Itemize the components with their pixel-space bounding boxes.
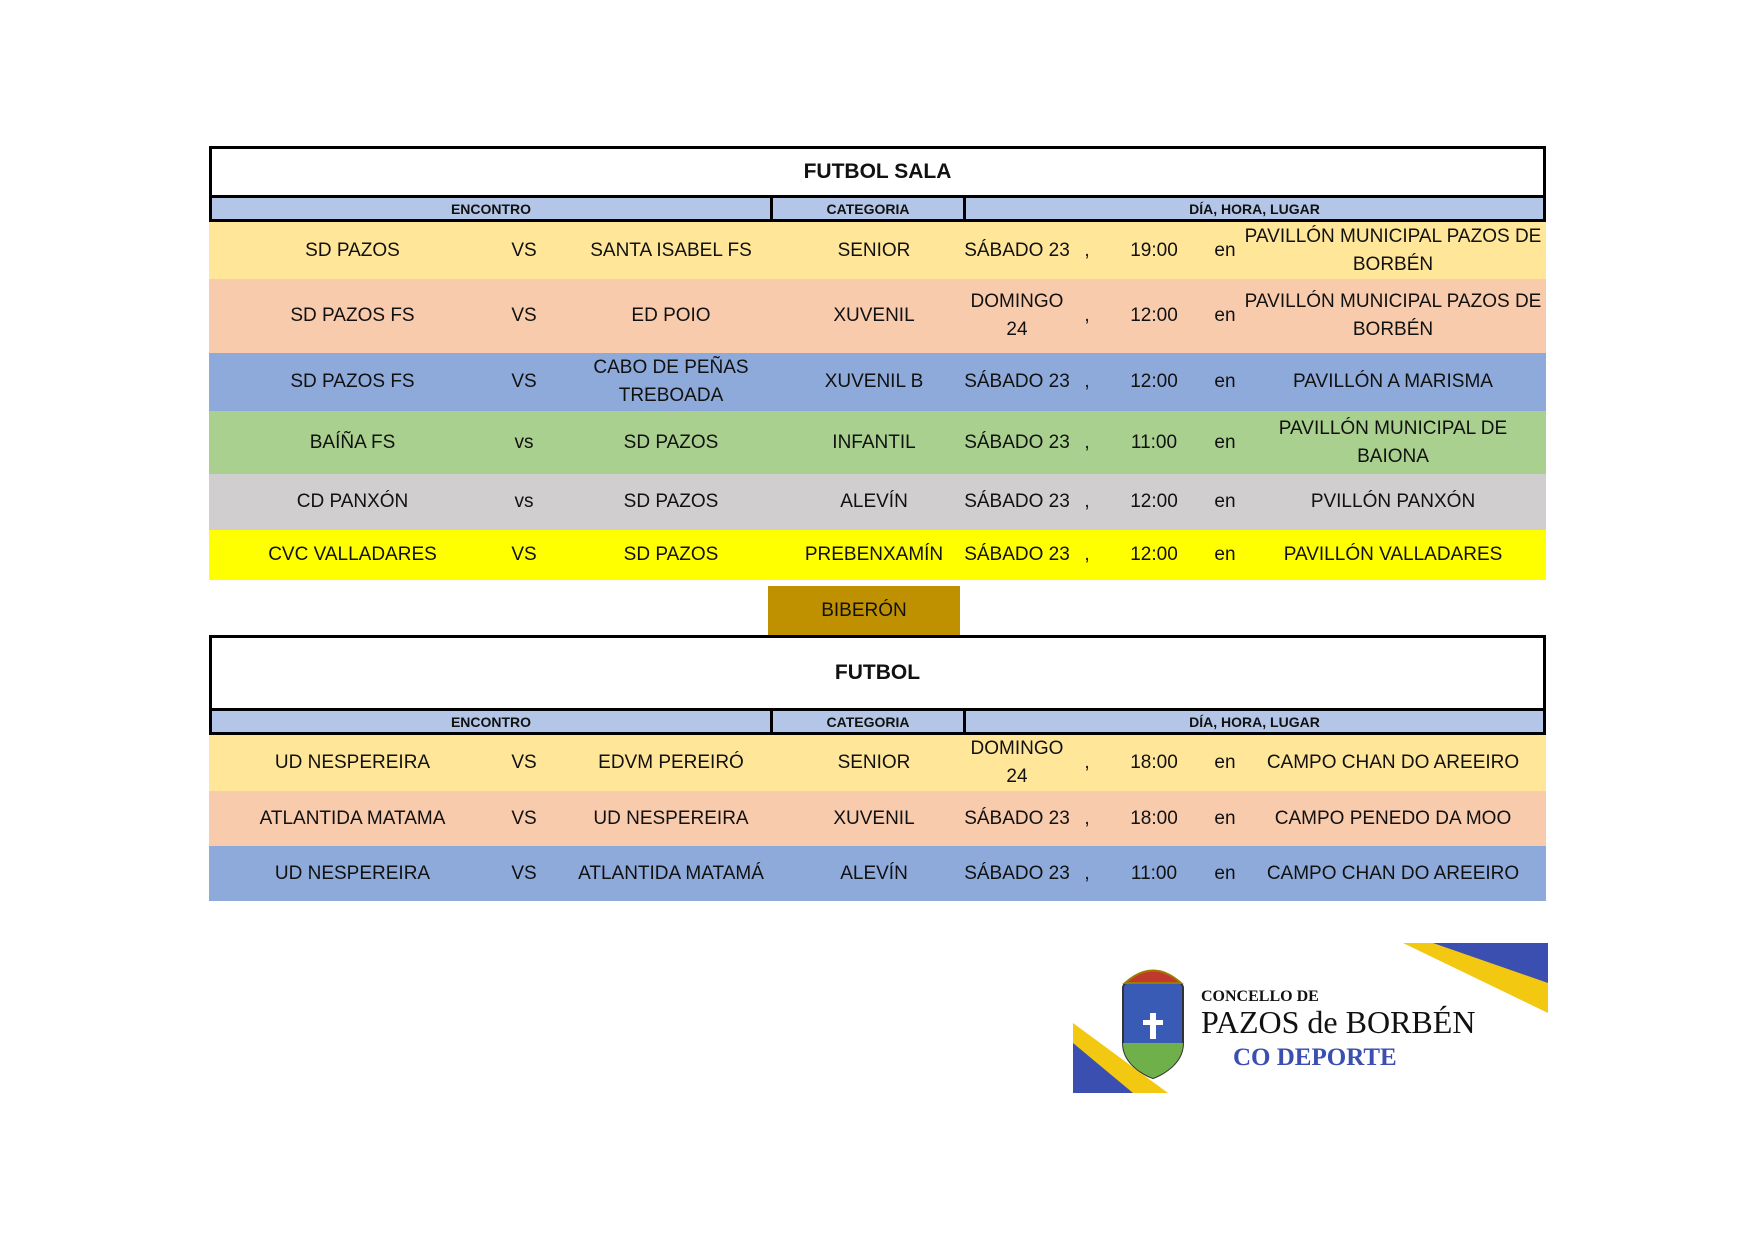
- home-team: SD PAZOS FS: [290, 305, 415, 326]
- match-time: 11:00: [1130, 862, 1178, 884]
- comma: ,: [1084, 491, 1090, 512]
- match-place: PAVILLÓN MUNICIPAL PAZOS DE BORBÉN: [1244, 225, 1542, 275]
- match-row: [209, 530, 1546, 580]
- match-time: 12:00: [1130, 491, 1178, 512]
- categoria: XUVENIL: [833, 305, 915, 326]
- match-row: [209, 411, 1546, 474]
- en-label: en: [1214, 371, 1236, 392]
- vs-label: VS: [511, 862, 537, 884]
- away-team: SD PAZOS: [623, 491, 719, 512]
- away-team: ATLANTIDA MATAMÁ: [578, 862, 764, 884]
- vs-label: vs: [514, 491, 534, 512]
- futbol-sala-table: [209, 146, 1546, 580]
- away-team: SD PAZOS: [623, 431, 719, 453]
- futbol-rows: [209, 735, 1546, 901]
- match-place: PAVILLÓN MUNICIPAL PAZOS DE BORBÉN: [1244, 291, 1542, 340]
- categoria: SENIOR: [837, 752, 911, 773]
- column-headers: [209, 708, 1546, 735]
- comma: ,: [1084, 544, 1090, 565]
- home-team: CVC VALLADARES: [268, 544, 437, 565]
- away-team: SANTA ISABEL FS: [590, 239, 752, 261]
- concello-logo: [1073, 943, 1548, 1093]
- logo-line1: CONCELLO DE: [1201, 988, 1319, 1005]
- match-place: CAMPO PENEDO DA MOO: [1274, 807, 1512, 829]
- comma: ,: [1084, 371, 1090, 392]
- categoria: SENIOR: [837, 239, 911, 261]
- match-row: [209, 279, 1546, 353]
- match-time: 11:00: [1130, 431, 1178, 453]
- en-label: en: [1214, 807, 1236, 829]
- section-title: FUTBOL SALA: [209, 146, 1546, 195]
- away-team: UD NESPEREIRA: [593, 807, 749, 829]
- logo-line2: PAZOS de BORBÉN: [1201, 1004, 1476, 1040]
- categoria: INFANTIL: [832, 431, 916, 453]
- comma: ,: [1084, 431, 1090, 453]
- match-row: [209, 222, 1546, 279]
- vs-label: VS: [511, 305, 537, 326]
- categoria: ALEVÍN: [840, 491, 908, 512]
- categoria: PREBENXAMÍN: [804, 544, 944, 565]
- comma: ,: [1084, 807, 1090, 829]
- match-day: SÁBADO 23: [964, 431, 1070, 453]
- en-label: en: [1214, 491, 1236, 512]
- match-row: [209, 735, 1546, 791]
- home-team: CD PANXÓN: [296, 491, 409, 512]
- en-label: en: [1214, 544, 1236, 565]
- match-day: DOMINGO 24: [970, 291, 1064, 340]
- en-label: en: [1214, 862, 1236, 884]
- match-day: SÁBADO 23: [964, 807, 1070, 829]
- logo-line3: CO DEPORTE: [1233, 1044, 1397, 1071]
- comma: ,: [1084, 239, 1090, 261]
- categoria: ALEVÍN: [840, 862, 908, 884]
- match-day: SÁBADO 23: [964, 862, 1070, 884]
- header-dia-hora-lugar: DÍA, HORA, LUGAR: [1189, 200, 1320, 217]
- header-dia-hora-lugar: DÍA, HORA, LUGAR: [1189, 713, 1320, 730]
- match-row: [209, 474, 1546, 530]
- en-label: en: [1214, 431, 1236, 453]
- match-time: 12:00: [1130, 544, 1178, 565]
- comma: ,: [1084, 862, 1090, 884]
- section-title: FUTBOL: [209, 635, 1546, 708]
- away-team: EDVM PEREIRÓ: [598, 752, 744, 773]
- match-place: PVILLÓN PANXÓN: [1310, 491, 1476, 512]
- comma: ,: [1084, 305, 1090, 326]
- match-time: 12:00: [1130, 305, 1178, 326]
- vs-label: VS: [511, 752, 537, 773]
- home-team: SD PAZOS: [305, 239, 400, 261]
- match-time: 18:00: [1130, 752, 1178, 773]
- away-team: SD PAZOS: [623, 544, 719, 565]
- comma: ,: [1084, 752, 1090, 773]
- vs-label: VS: [511, 239, 537, 261]
- en-label: en: [1214, 239, 1236, 261]
- column-headers: [209, 195, 1546, 222]
- header-encontro: ENCONTRO: [212, 711, 773, 732]
- match-row: [209, 353, 1546, 411]
- match-place: PAVILLÓN MUNICIPAL DE BAIONA: [1278, 417, 1508, 467]
- header-categoria: CATEGORIA: [773, 711, 966, 732]
- match-place: CAMPO CHAN DO AREEIRO: [1266, 752, 1520, 773]
- en-label: en: [1214, 752, 1236, 773]
- match-day: SÁBADO 23: [964, 371, 1070, 392]
- futbol-table: [209, 635, 1546, 901]
- categoria: XUVENIL: [833, 807, 915, 829]
- match-place: PAVILLÓN A MARISMA: [1293, 371, 1493, 392]
- match-day: SÁBADO 23: [964, 239, 1070, 261]
- vs-label: VS: [511, 807, 537, 829]
- vs-label: VS: [511, 544, 537, 565]
- home-team: UD NESPEREIRA: [274, 862, 431, 884]
- categoria: XUVENIL B: [824, 371, 924, 392]
- match-time: 12:00: [1130, 371, 1178, 392]
- match-place: CAMPO CHAN DO AREEIRO: [1266, 862, 1520, 884]
- futbol-sala-rows: [209, 222, 1546, 580]
- away-team: ED POIO: [631, 305, 711, 326]
- match-time: 18:00: [1130, 807, 1178, 829]
- header-encontro: ENCONTRO: [212, 198, 773, 219]
- match-row: [209, 846, 1546, 901]
- home-team: ATLANTIDA MATAMA: [259, 807, 446, 829]
- match-row: [209, 791, 1546, 846]
- match-time: 19:00: [1130, 239, 1178, 261]
- match-place: PAVILLÓN VALLADARES: [1283, 544, 1503, 565]
- header-categoria: CATEGORIA: [773, 198, 966, 219]
- home-team: BAÍÑA FS: [309, 431, 396, 453]
- match-day: DOMINGO 24: [970, 738, 1064, 787]
- match-day: SÁBADO 23: [964, 491, 1070, 512]
- vs-label: VS: [511, 371, 537, 392]
- biberon-category: BIBERÓN: [768, 586, 960, 635]
- away-team: CABO DE PEÑAS TREBOADA: [593, 357, 749, 406]
- en-label: en: [1214, 305, 1236, 326]
- home-team: SD PAZOS FS: [290, 371, 415, 392]
- home-team: UD NESPEREIRA: [274, 752, 431, 773]
- match-day: SÁBADO 23: [964, 544, 1070, 565]
- vs-label: vs: [514, 431, 534, 453]
